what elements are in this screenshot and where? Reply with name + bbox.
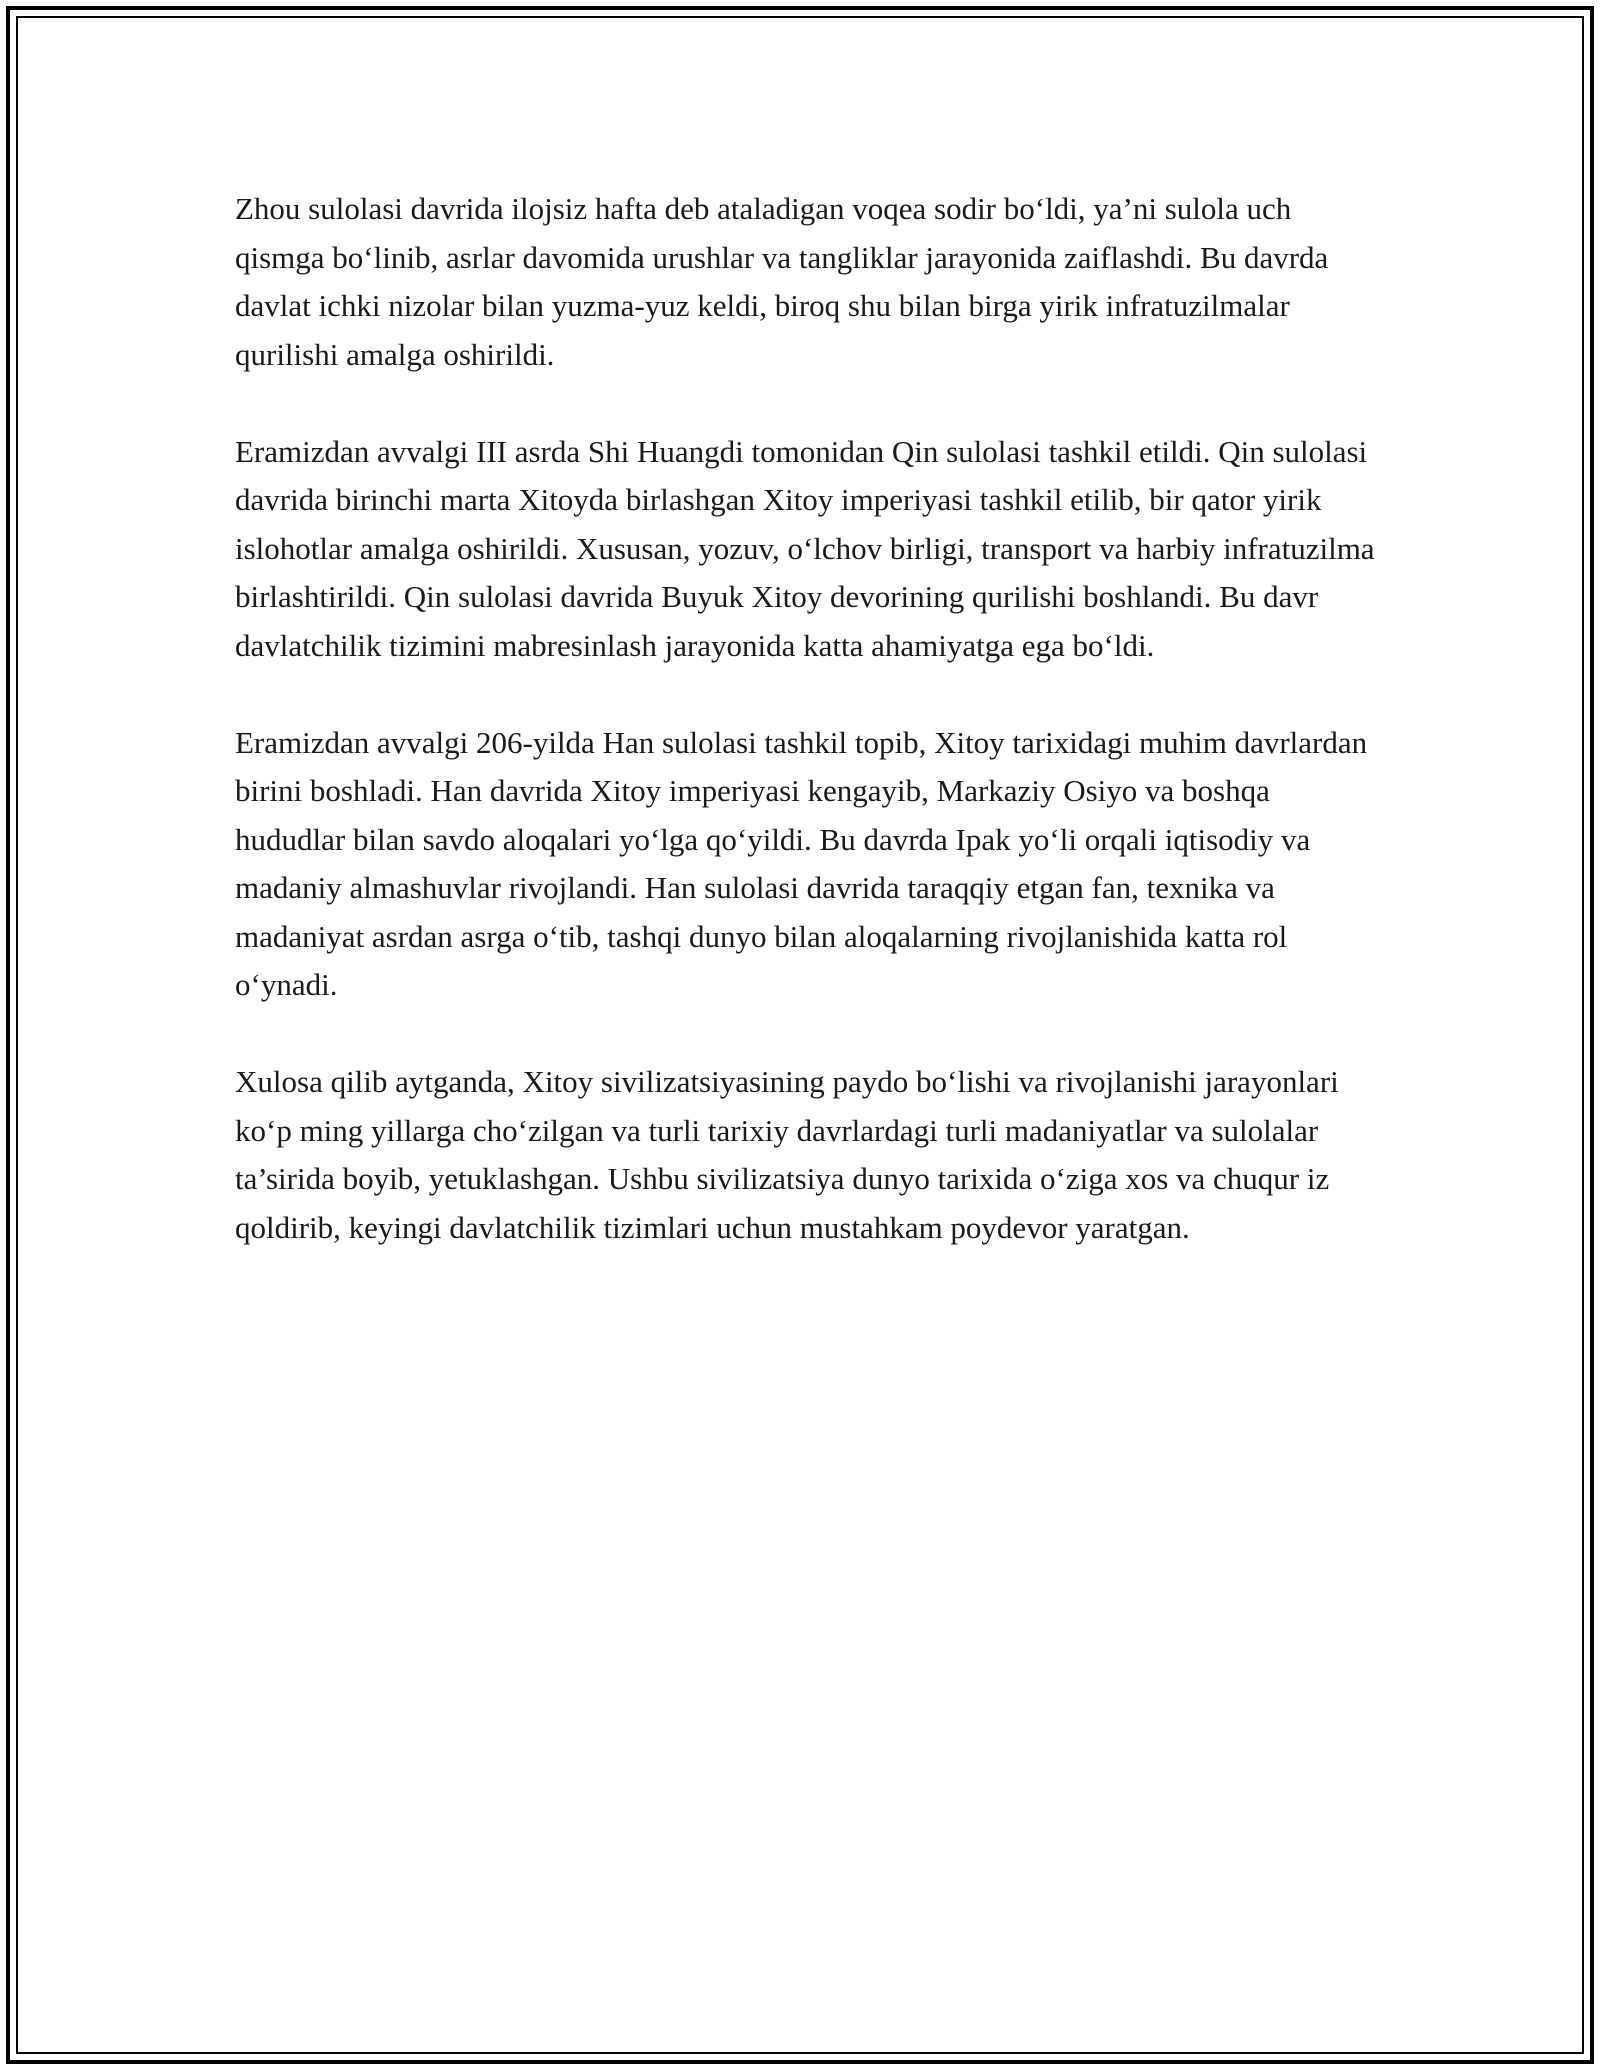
document-body <box>235 185 1375 1301</box>
paragraph-qin: Eramizdan avvalgi III asrda Shi Huangdi tomonidan Qin sulolasi tashkil etildi. Qin sulolasi davrida birinchi marta Xitoyda birlashgan Xitoy imperiyasi tashkil etilib, bir qator yirik islohotlar amalga oshirildi. Xususan, yozuv, o‘lchov birligi, transport va harbiy infratuzilma birlashtirildi. Qin sulolasi davrida Buyuk Xitoy devorining qurilishi boshlandi. Bu davr davlatchilik tizimini mabresinlash jarayonida katta ahamiyatga ega bo‘ldi. <box>235 433 1375 663</box>
paragraph-zhou: Zhou sulolasi davrida ilojsiz hafta deb ataladigan voqea sodir bo‘ldi, ya’ni sulola uch qismga bo‘linib, asrlar davomida urushlar va tangliklar jarayonida zaiflashdi. Bu davrda davlat ichki nizolar bilan yuzma-yuz keldi, biroq shu bilan birga yirik infratuzilmalar qurilishi amalga oshirildi. <box>235 191 1329 372</box>
paragraph-han: Eramizdan avvalgi 206-yilda Han sulolasi tashkil topib, Xitoy tarixidagi muhim davrlardan birini boshladi. Han davrida Xitoy imperiyasi kengayib, Markaziy Osiyo va boshqa hududlar bilan savdo aloqalari yo‘lga qo‘yildi. Bu davrda Ipak yo‘li orqali iqtisodiy va madaniy almashuvlar rivojlandi. Han sulolasi davrida taraqqiy etgan fan, texnika va madaniyat asrdan asrga o‘tib, tashqi dunyo bilan aloqalarning rivojlanishida katta rol o‘ynadi. <box>235 724 1368 1002</box>
paragraph-conclusion: Xulosa qilib aytganda, Xitoy sivilizatsiyasining paydo bo‘lishi va rivojlanishi jarayonlari ko‘p ming yillarga cho‘zilgan va turli tarixiy davrlardagi turli madaniyatlar va sulolalar ta’sirida boyib, yetuklashgan. Ushbu sivilizatsiya dunyo tarixida o‘ziga xos va chuqur iz qoldirib, keyingi davlatchilik tizimlari uchun mustahkam poydevor yaratgan. <box>235 1064 1339 1245</box>
